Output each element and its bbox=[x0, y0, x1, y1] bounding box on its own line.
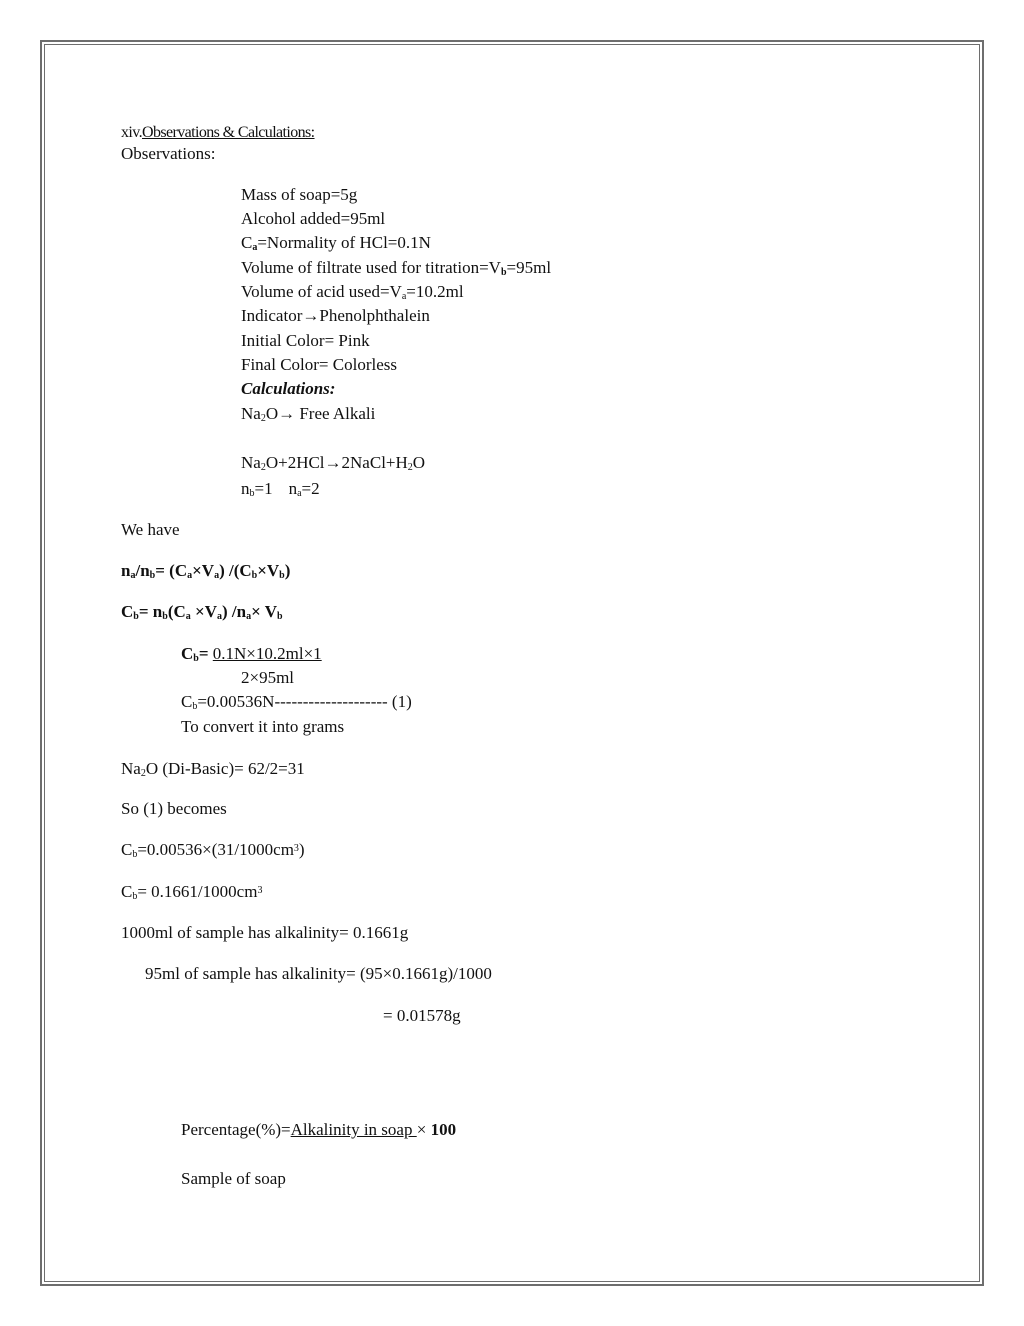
convert-grams: To convert it into grams bbox=[181, 717, 345, 736]
fraction-denominator: 2×95ml bbox=[241, 668, 295, 687]
section-heading bbox=[121, 123, 315, 143]
mass-of-soap: Mass of soap=5g bbox=[241, 185, 358, 204]
cb-result: $C_b=0.00536N--------------------$ (1) bbox=[181, 692, 412, 712]
percentage-numerator: Alkalinity in soap bbox=[290, 1120, 417, 1139]
percentage-denominator: Sample of soap bbox=[181, 1169, 286, 1188]
reaction-equation: $Na_2O+2HCl\to 2NaCl+H_2O$ bbox=[241, 453, 426, 473]
normality-hcl: $C_a=Normality$ of HCl=0.1N bbox=[241, 233, 431, 253]
cb-substitution: $C_b= 0.1N\times 10.2ml\times 1$ bbox=[181, 644, 322, 664]
stoichiometry: $n_b=1$ $n_a=2$ bbox=[241, 479, 320, 499]
fraction-numerator: 0.1N×10.2ml×1 bbox=[212, 644, 322, 663]
initial-color: Initial Color= Pink bbox=[241, 331, 370, 350]
na2o-dibasic: $Na_2O$ (Di-Basic)= 62/2=31 bbox=[121, 759, 305, 779]
percentage-formula: Percentage(%)=Alkalinity in soap × 100 bbox=[181, 1120, 457, 1139]
alkalinity-result: = 0.01578g bbox=[383, 1006, 461, 1025]
alkalinity-95ml: 95ml of sample has alkalinity= (95×0.1661g)/1000 bbox=[145, 964, 492, 983]
final-color: Final Color= Colorless bbox=[241, 355, 397, 374]
cb-grams: $C_b=0.00536\times(31/1000cm^3)$ bbox=[121, 840, 305, 860]
free-alkali: $Na_2O\to$ Free Alkali bbox=[241, 404, 376, 424]
observations-label: Observations: bbox=[121, 144, 216, 163]
indicator: Indicator→Phenolphthalein bbox=[241, 306, 430, 325]
calculations-label: Calculations: bbox=[241, 379, 336, 398]
volume-acid: Volume of acid $used=V_a=10.2ml$ bbox=[241, 282, 464, 302]
formula-ratio: $n_a/n_b= (C_a\times V_a)$ $/(C_b\times V_b)$ bbox=[121, 561, 291, 581]
so-becomes: So (1) becomes bbox=[121, 799, 227, 818]
cb-final: $C_b= 0.1661/1000cm^3$ bbox=[121, 882, 263, 902]
section-number: xiv. bbox=[121, 124, 143, 141]
alcohol-added: Alcohol added=95ml bbox=[241, 209, 386, 228]
volume-filtrate: Volume of filtrate used for $titration=V_b=95ml$ bbox=[241, 258, 552, 278]
we-have: We have bbox=[121, 520, 180, 539]
alkalinity-1000ml: 1000ml of sample has alkalinity= 0.1661g bbox=[121, 923, 409, 942]
section-title: Observations & Calculations: bbox=[142, 124, 315, 141]
formula-cb: $C_b= n_b(C_a \times V_a)$ $/n_a\times V_b$ bbox=[121, 602, 283, 622]
